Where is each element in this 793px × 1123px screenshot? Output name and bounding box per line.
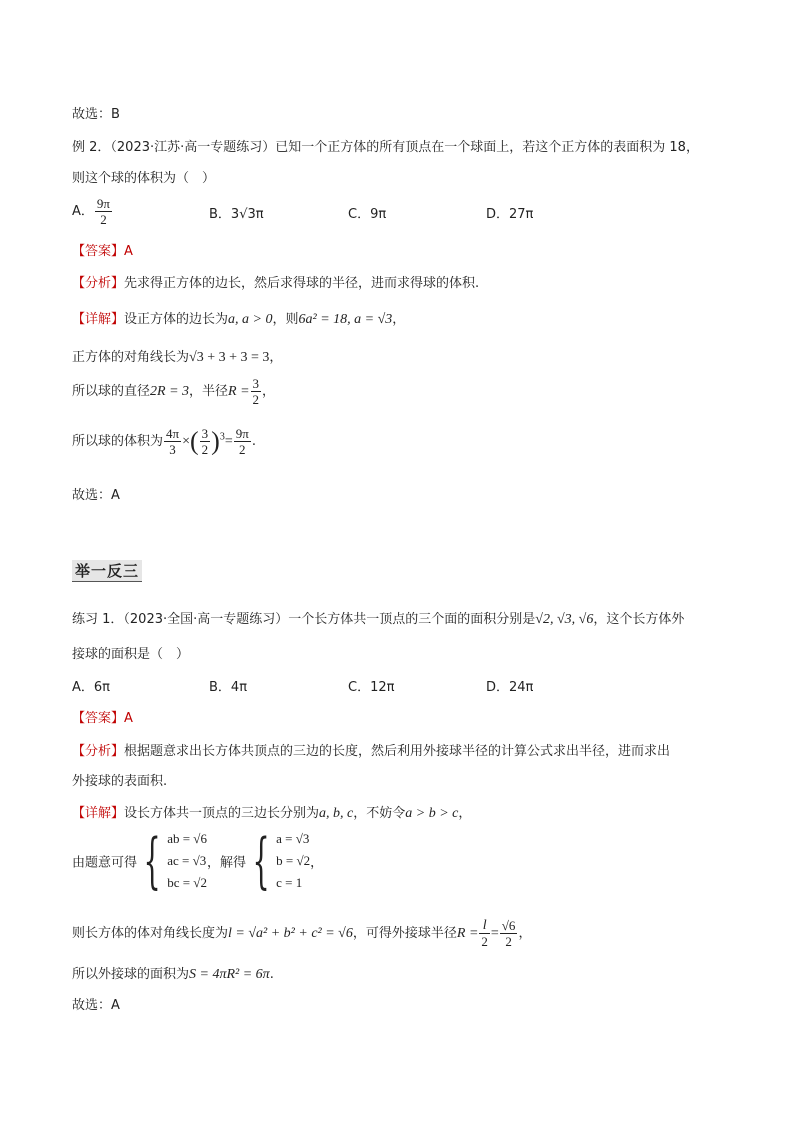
frac-den: 2 <box>201 442 209 457</box>
punct: ， <box>262 384 276 399</box>
example-2-question-line1 <box>72 136 699 155</box>
detail-tag: 【详解】 <box>72 312 125 327</box>
practice-1-option-d: D．24π <box>486 680 534 695</box>
left-brace-icon: { <box>143 826 161 896</box>
frac-num: 3 <box>201 426 209 441</box>
practice-1-question-line2: 接球的面积是（ ） <box>72 647 190 662</box>
diameter-text: 所以球的直径 <box>72 384 151 399</box>
detail-math: a > b > c <box>405 806 459 821</box>
detail-math: a, a > 0 <box>228 312 273 327</box>
punct: . <box>251 434 256 449</box>
practice-1-diagonal <box>72 918 531 949</box>
detail-math: 6a² = 18, a = √3 <box>298 312 393 327</box>
radius-fraction <box>251 376 262 407</box>
equals-sign: = <box>224 434 233 449</box>
analysis-tag: 【分析】 <box>72 276 125 291</box>
radius-value-fraction <box>500 918 518 949</box>
radius-fraction <box>479 918 490 949</box>
area-text: 所以外接球的面积为 <box>72 967 190 982</box>
solution-equations <box>276 828 310 894</box>
analysis-text: 根据题意求出长方体共顶点的三边的长度，然后利用外接球半径的计算公式求出半径，进而求出 <box>124 744 671 759</box>
punct: ， <box>310 855 324 871</box>
example-2-question-line2: 则这个球的体积为（ ） <box>72 171 216 186</box>
radius-text: ，可得外接球半径 <box>352 926 457 941</box>
detail-text: 设正方体的边长为 <box>124 312 229 327</box>
radius-text: ，半径 <box>189 384 229 399</box>
equation: ac = √3 <box>167 853 207 868</box>
frac-den: 2 <box>239 442 246 457</box>
frac-den: 2 <box>481 934 488 949</box>
result-fraction <box>234 426 251 457</box>
right-paren: ) <box>211 426 220 456</box>
practice-question-math: √2, √3, √6 <box>535 612 594 627</box>
option-a-fraction <box>95 196 112 227</box>
example-2-diagonal <box>72 346 282 366</box>
detail-text: ，则 <box>272 312 299 327</box>
frac-num: l <box>479 918 490 934</box>
equation: a = √3 <box>276 831 310 846</box>
practice-1-analysis-line1 <box>72 740 670 759</box>
answer-tag: 【答案】 <box>72 711 125 726</box>
example-2-option-c: C．9π <box>348 207 387 222</box>
frac-num: √6 <box>501 918 516 933</box>
radius-var: R = <box>228 384 250 399</box>
system-equations <box>167 828 207 894</box>
volume-fraction <box>164 426 181 457</box>
detail-text: ， <box>458 806 472 821</box>
example-2-answer <box>72 240 133 259</box>
option-letter: A． <box>72 204 94 219</box>
system-middle: ，解得 <box>206 855 246 871</box>
answer-value: A <box>124 711 133 726</box>
example-source: （2023·江苏·高一专题练习） <box>110 140 276 155</box>
frac-num: 4π <box>166 426 180 441</box>
detail-text: ， <box>392 312 406 327</box>
practice-1-question-line1 <box>72 608 684 628</box>
example-2-volume <box>72 426 256 457</box>
paren-fraction <box>200 426 211 457</box>
equation: c = 1 <box>276 875 303 890</box>
frac-num: 9π <box>235 426 249 441</box>
practice-1-system <box>72 828 323 894</box>
exponent: 3 <box>219 431 225 443</box>
example-label: 例 2． <box>72 140 111 155</box>
detail-math: a, b, c <box>319 806 354 821</box>
punct: ， <box>269 350 283 365</box>
example-2-option-d: D．27π <box>486 207 534 222</box>
practice-1-option-c: C．12π <box>348 680 395 695</box>
detail-text: 设长方体共一顶点的三边长分别为 <box>124 806 320 821</box>
diagonal-text: 正方体的对角线长为 <box>72 350 190 365</box>
frac-den: 2 <box>100 212 107 227</box>
practice-1-conclusion: 故选：A <box>72 998 120 1013</box>
left-brace-icon: { <box>252 826 270 896</box>
equation: bc = √2 <box>167 875 207 890</box>
example-2-conclusion: 故选：A <box>72 488 120 503</box>
diagonal-math: √3 + 3 + 3 = 3 <box>189 350 270 365</box>
volume-text: 所以球的体积为 <box>72 434 164 449</box>
practice-source: （2023·全国·高一专题练习） <box>123 612 289 627</box>
practice-1-area <box>72 963 274 983</box>
detail-tag: 【详解】 <box>72 806 125 821</box>
diameter-math: 2R = 3 <box>150 384 190 399</box>
practice-label: 练习 1． <box>72 612 124 627</box>
system-intro: 由题意可得 <box>72 855 138 871</box>
equation: ab = √6 <box>167 831 207 846</box>
area-math: S = 4πR² = 6π <box>189 967 270 982</box>
radius-var: R = <box>456 926 479 941</box>
example-2-detail-line1 <box>72 308 405 328</box>
example-2-option-a <box>72 196 113 227</box>
analysis-tag: 【分析】 <box>72 744 125 759</box>
practice-question: 一个长方体共一顶点的三个面的面积分别是 <box>288 612 536 627</box>
example-2-option-b: B．3√3π <box>209 207 264 222</box>
answer-value: A <box>124 244 133 259</box>
prev-conclusion: 故选：B <box>72 107 120 122</box>
practice-question-end: ，这个长方体外 <box>593 612 685 627</box>
practice-1-answer <box>72 707 133 726</box>
frac-den: 2 <box>252 392 260 407</box>
frac-den: 3 <box>169 442 176 457</box>
detail-text: ，不妨令 <box>353 806 406 821</box>
practice-1-option-a: A．6π <box>72 680 110 695</box>
times-sign: × <box>182 434 190 449</box>
diagonal-text: 则长方体的体对角线长度为 <box>72 926 229 941</box>
answer-tag: 【答案】 <box>72 244 125 259</box>
example-2-radius <box>72 376 275 407</box>
punct: . <box>269 967 274 982</box>
frac-num: 3 <box>252 376 260 391</box>
example-question: 已知一个正方体的所有顶点在一个球面上，若这个正方体的表面积为 18， <box>275 140 699 155</box>
example-2-analysis <box>72 272 479 291</box>
equals-sign: = <box>490 926 499 941</box>
practice-1-analysis-line2: 外接球的表面积. <box>72 774 168 789</box>
practice-1-option-b: B．4π <box>209 680 248 695</box>
analysis-text: 先求得正方体的边长，然后求得球的半径，进而求得球的体积. <box>124 276 480 291</box>
diagonal-math: l = √a² + b² + c² = √6 <box>228 926 353 941</box>
frac-den: 2 <box>505 934 512 949</box>
frac-num: 9π <box>96 196 110 211</box>
section-heading: 举一反三 <box>72 560 142 582</box>
punct: ， <box>518 926 532 941</box>
left-paren: ( <box>190 426 199 456</box>
equation: b = √2 <box>276 853 311 868</box>
practice-1-detail-line1 <box>72 802 471 822</box>
